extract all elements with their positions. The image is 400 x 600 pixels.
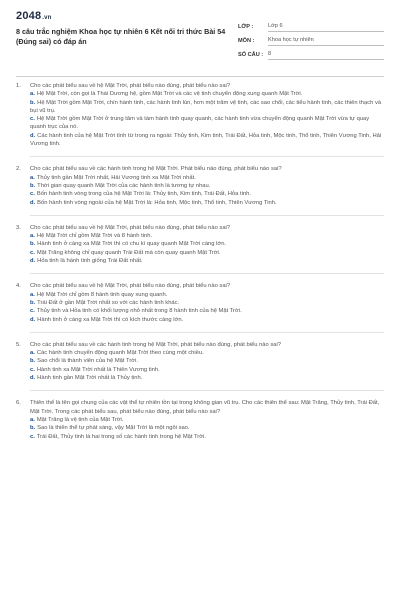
question-item (16, 282, 384, 323)
meta-row (238, 18, 384, 32)
question-item (16, 341, 384, 382)
option-letter: a. (30, 291, 35, 298)
question-item (16, 165, 384, 206)
question-number: 1. (16, 83, 21, 89)
option-text: Hành tinh gần Mặt Trời nhất là Thủy tinh. (37, 375, 143, 382)
option-text: Hành tinh xa Mặt Trời nhất là Thiên Vương tinh. (36, 366, 160, 373)
question-option (30, 374, 384, 382)
option-letter: d. (30, 258, 36, 265)
question-number: 4. (16, 283, 21, 290)
meta-value: 8 (268, 51, 384, 60)
question-option (30, 357, 384, 365)
question-option (30, 433, 384, 441)
option-letter: b. (30, 241, 36, 248)
meta-key: LỚP : (238, 24, 254, 30)
question-item (16, 224, 384, 265)
option-text: Hành tinh ở càng xa Mặt Trời thì có chu kì quay quanh Mặt Trời càng lớn. (37, 241, 227, 248)
question-option (30, 240, 384, 248)
question-option (30, 316, 384, 324)
document-meta (238, 18, 384, 60)
question-option (30, 349, 384, 357)
document-title: 8 câu trắc nghiệm Khoa học tự nhiên 6 Kết nối tri thức Bài 54 (Đúng sai) có đáp án (16, 27, 226, 46)
question-body (30, 82, 384, 148)
option-text: Trái Đất, Thủy tinh là hai trong số các hành tinh trong hệ Mặt Trời. (36, 433, 206, 440)
option-text: Trái Đất ở gần Mặt Trời nhất so với các hành tinh khác. (37, 299, 180, 306)
question-item (16, 82, 384, 148)
question-option (30, 249, 384, 257)
option-letter: b. (30, 299, 36, 306)
question-separator (30, 207, 384, 216)
question-stem: Thiên thể là tên gọi chung của các vật thể tự nhiên tồn tại trong không gian vũ trụ. Cho các thiên thể sau: Mặt Trăng, Thủy tinh, Trái Đất, Mặt Trời. Trong các phát biểu sau, phát biểu nào đúng, phát biểu nào sai? (30, 400, 380, 415)
option-letter: a. (30, 174, 35, 181)
option-text: Thủy tinh gần Mặt Trời nhất, Hải Vương tinh xa Mặt Trời nhất. (36, 174, 196, 181)
option-letter: a. (30, 416, 35, 423)
question-stem: Cho các phát biểu sau về hệ Mặt Trời, phát biểu nào đúng, phát biểu nào sai? (30, 224, 231, 231)
logo-main: 2048 (16, 10, 42, 22)
option-text: Mặt Trăng không chỉ quay quanh Trái Đất mà còn quay quanh Mặt Trời. (36, 249, 221, 256)
option-text: Sao là thiên thể tự phát sáng, vậy Mặt Trời là một ngôi sao. (37, 425, 190, 432)
option-letter: c. (30, 308, 35, 315)
option-text: Hệ Mặt Trời gồm Mặt Trời ở trung tâm và tám hành tinh quay quanh, các hành tinh vừa chuyển động quanh Mặt Trời vừa tự quay quanh trục của nó. (30, 116, 370, 131)
document-header (16, 10, 384, 72)
option-text: Hỏa tinh là hành tinh giống Trái Đất nhất. (37, 258, 143, 265)
meta-value: Khoa học tự nhiên (268, 37, 384, 46)
option-text: Mặt Trăng là vệ tinh của Mặt Trời. (36, 416, 124, 423)
option-letter: c. (30, 116, 35, 123)
meta-key: SỐ CÂU : (238, 52, 264, 58)
question-body (30, 341, 384, 382)
question-stem: Cho các phát biểu sau về hệ Mặt Trời, phát biểu nào đúng, phát biểu nào sai? (30, 83, 231, 89)
question-body (30, 165, 384, 206)
question-stem: Cho các phát biểu sau về các hành tinh trong hệ Mặt Trời. Phát biểu nào đúng, phát biểu nào sai? (30, 166, 282, 173)
option-text: Hệ Mặt Trời gồm Mặt Trời, chín hành tinh, các hành tinh lùn, hơn một trăm vệ tinh, các sao chổi, các tiểu hành tinh, các thiên thạch và bụi vũ trụ. (30, 99, 382, 114)
question-option (30, 132, 384, 149)
question-option (30, 299, 384, 307)
option-letter: b. (30, 425, 36, 432)
question-list (16, 82, 384, 441)
option-letter: c. (30, 249, 35, 256)
question-separator (30, 265, 384, 274)
question-option (30, 257, 384, 265)
question-option (30, 174, 384, 182)
option-letter: b. (30, 99, 36, 106)
question-option (30, 424, 384, 432)
option-letter: b. (30, 358, 36, 365)
option-letter: c. (30, 366, 35, 373)
option-text: Hệ Mặt Trời chỉ gồm 8 hành tinh quay xung quanh. (36, 291, 168, 298)
question-option (30, 416, 384, 424)
question-number: 2. (16, 166, 21, 173)
question-number: 6. (16, 400, 21, 407)
logo-suffix: .vn (42, 15, 52, 21)
question-body (30, 224, 384, 265)
option-letter: a. (30, 350, 35, 357)
option-letter: c. (30, 191, 35, 198)
option-text: Bốn hành tinh vòng ngoài của hệ Mặt Trời là: Hỏa tinh, Mộc tinh, Thổ tinh, Thiên Vương Tinh. (37, 199, 277, 206)
option-letter: d. (30, 316, 36, 323)
question-option (30, 291, 384, 299)
option-text: Hành tinh ở càng xa Mặt Trời thì có kích thước càng lớn. (37, 316, 184, 323)
option-letter: d. (30, 375, 36, 382)
option-letter: a. (30, 91, 35, 98)
option-text: Sao chổi là thành viên của hệ Mặt Trời. (37, 358, 138, 365)
question-item (16, 399, 384, 440)
site-logo[interactable] (16, 10, 226, 22)
question-body (30, 282, 384, 323)
option-letter: d. (30, 199, 36, 206)
question-separator (30, 324, 384, 333)
option-text: Các hành tinh của hệ Mặt Trời tính từ trong ra ngoài: Thủy tinh, Kim tinh, Trái Đất, Hỏa tinh, Mộc tinh, Thổ tinh, Thiên Vương Tinh, Hải Vương tinh. (30, 132, 382, 148)
question-option (30, 190, 384, 198)
question-option (30, 307, 384, 315)
question-number: 5. (16, 341, 21, 348)
question-stem: Cho các phát biểu sau về các hành tinh trong hệ Mặt Trời, phát biểu nào đúng, phát biểu nào sai? (30, 341, 281, 348)
question-option (30, 199, 384, 207)
question-body (30, 399, 384, 440)
question-separator (30, 148, 384, 157)
question-option (30, 182, 384, 190)
option-text: Thời gian quay quanh Mặt Trời của các hành tinh là tương tự nhau. (37, 182, 211, 189)
option-letter: d. (30, 132, 36, 139)
question-stem: Cho các phát biểu sau về hệ Mặt Trời, phát biểu nào đúng, phát biểu nào sai? (30, 283, 231, 290)
question-option (30, 232, 384, 240)
option-text: Hệ Mặt Trời, còn gọi là Thái Dương hệ, gồm Mặt Trời và các vệ tinh chuyển động xung quanh Mặt Trời. (36, 91, 303, 98)
meta-row (238, 46, 384, 60)
option-text: Hệ Mặt Trời chỉ gồm Mặt Trời và 8 hành tinh. (36, 233, 153, 240)
option-letter: b. (30, 182, 36, 189)
question-option (30, 99, 384, 116)
header-left (16, 10, 226, 47)
meta-value: Lớp 6 (268, 23, 384, 32)
question-number: 3. (16, 224, 21, 231)
header-divider (16, 76, 384, 77)
option-letter: c. (30, 433, 35, 440)
option-text: Thủy tinh và Hỏa tinh có khối lượng nhỏ nhất trong 8 hành tinh của hệ Mặt Trời. (36, 308, 242, 315)
meta-key: MÔN : (238, 38, 255, 44)
question-separator (30, 382, 384, 391)
question-option (30, 90, 384, 98)
question-option (30, 115, 384, 132)
meta-row (238, 32, 384, 46)
option-text: Các hành tinh chuyển động quanh Mặt Trời theo cùng một chiều. (36, 350, 204, 357)
question-option (30, 366, 384, 374)
option-text: Bốn hành tinh vòng trong của hệ Mặt Trời là: Thủy tinh, Kim tinh, Trái Đất, Hỏa tinh. (36, 191, 251, 198)
option-letter: a. (30, 233, 35, 240)
